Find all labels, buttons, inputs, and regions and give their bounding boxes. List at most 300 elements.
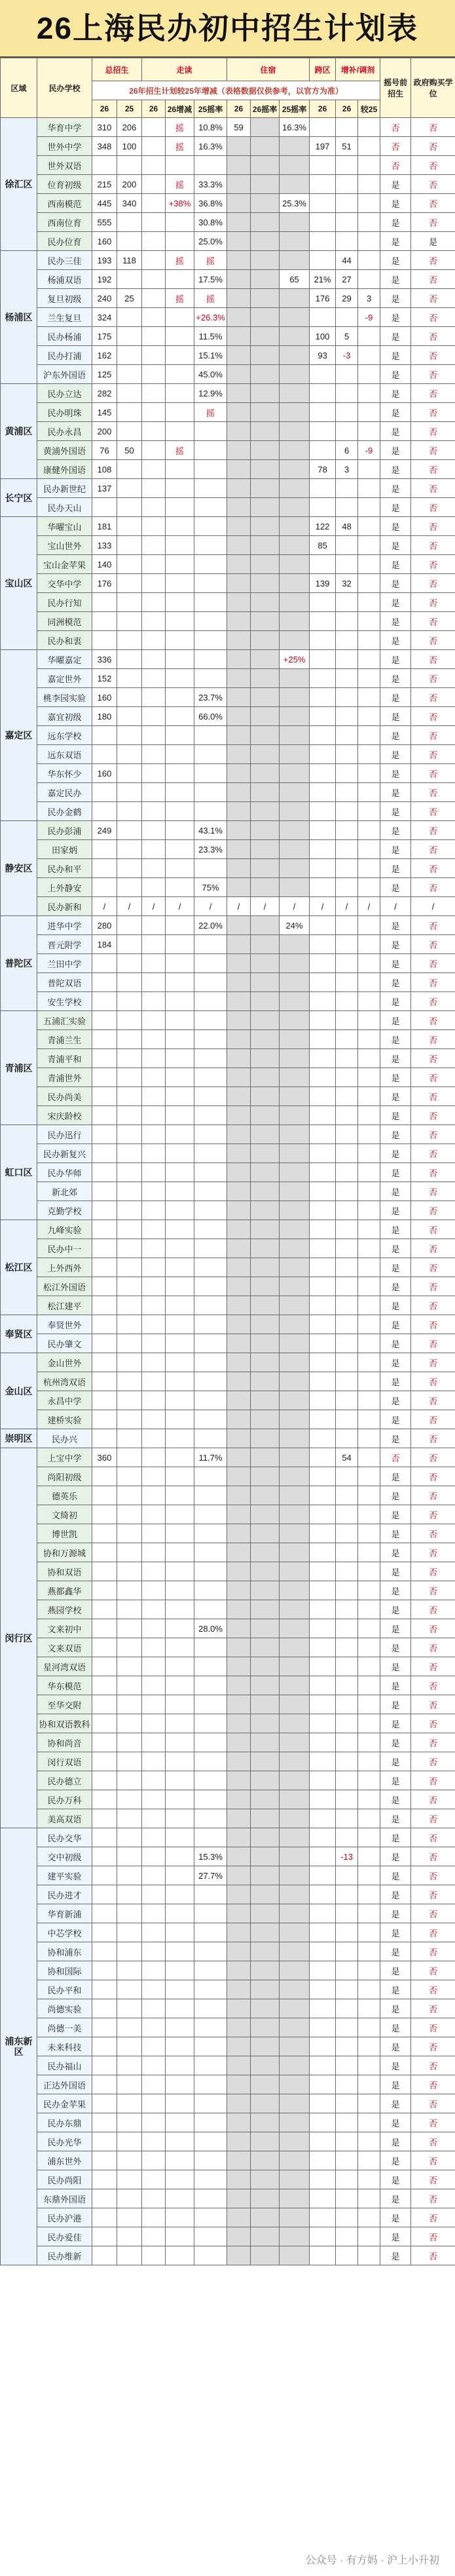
cell-cr: [310, 802, 336, 821]
cell-f: 是: [380, 308, 411, 327]
cell-bz: [227, 1239, 251, 1258]
cell-dz: [142, 1923, 166, 1942]
school-name: 民办福山: [37, 2056, 92, 2075]
cell-g: 否: [411, 1942, 455, 1961]
header-school: 民办学校: [37, 58, 92, 118]
cell-cr: [310, 1714, 336, 1733]
school-name: 九峰实验: [37, 1220, 92, 1239]
cell-cr: [310, 194, 336, 213]
cell-dr: [194, 2094, 227, 2113]
cell-cr: [310, 1353, 336, 1372]
cell-bb: [280, 1144, 310, 1163]
school-name: 松江外国语: [37, 1277, 92, 1296]
cell-g: 否: [411, 2094, 455, 2113]
cell-e25: [358, 403, 380, 422]
cell-dc: [166, 1201, 194, 1220]
cell-e26: [336, 1068, 358, 1087]
cell-t25: [117, 1714, 142, 1733]
cell-br: [251, 1600, 280, 1619]
cell-bb: [280, 1752, 310, 1771]
cell-g: 否: [411, 783, 455, 802]
cell-cr: [310, 1163, 336, 1182]
cell-dc: [166, 840, 194, 859]
cell-bz: [227, 802, 251, 821]
cell-dc: [166, 669, 194, 688]
cell-f: 是: [380, 2151, 411, 2170]
cell-bz: [227, 2075, 251, 2094]
header-extra: 增补/调剂: [336, 58, 380, 81]
cell-bb: [280, 1429, 310, 1448]
cell-br: [251, 631, 280, 650]
cell-f: 是: [380, 1961, 411, 1980]
cell-e26: [336, 2170, 358, 2189]
cell-t25: [117, 593, 142, 612]
cell-dr: [194, 1771, 227, 1790]
cell-cr: [310, 1030, 336, 1049]
cell-cr: [310, 783, 336, 802]
cell-dz: [142, 1163, 166, 1182]
cell-t26: [92, 726, 117, 745]
cell-dr: [194, 973, 227, 992]
cell-t26: [92, 2227, 117, 2246]
cell-br: [251, 213, 280, 232]
table-row: [1, 232, 455, 251]
cell-bz: [227, 1961, 251, 1980]
cell-bb: [280, 1733, 310, 1752]
cell-g: 否: [411, 1163, 455, 1182]
school-name: 宋庆龄校: [37, 1106, 92, 1125]
cell-cr: [310, 1543, 336, 1562]
cell-g: 否: [411, 156, 455, 175]
table-row: [1, 992, 455, 1011]
cell-bb: [280, 1714, 310, 1733]
cell-br: [251, 232, 280, 251]
cell-e25: [358, 1144, 380, 1163]
district-cell: 黄浦区: [1, 384, 37, 479]
cell-e25: [358, 1448, 380, 1467]
cell-bb: [280, 1106, 310, 1125]
cell-dc: [166, 517, 194, 536]
cell-bz: [227, 1106, 251, 1125]
cell-g: 否: [411, 1790, 455, 1809]
cell-e26: [336, 1581, 358, 1600]
cell-dz: [142, 2094, 166, 2113]
school-name: 世外双语: [37, 156, 92, 175]
cell-dr: [194, 1372, 227, 1391]
cell-cr: 176: [310, 289, 336, 308]
cell-t26: [92, 2056, 117, 2075]
cell-br: [251, 1030, 280, 1049]
table-row: [1, 1866, 455, 1885]
school-name: 文来双语: [37, 1638, 92, 1657]
cell-t26: 176: [92, 574, 117, 593]
cell-e26: -13: [336, 1847, 358, 1866]
cell-e25: [358, 1771, 380, 1790]
cell-g: 否: [411, 1771, 455, 1790]
school-name: 嘉定民办: [37, 783, 92, 802]
cell-g: 否: [411, 650, 455, 669]
school-name: 东鼎外国语: [37, 2189, 92, 2208]
cell-bz: [227, 783, 251, 802]
cell-dc: [166, 1638, 194, 1657]
cell-f: 是: [380, 612, 411, 631]
cell-bz: [227, 2227, 251, 2246]
cell-br: [251, 270, 280, 289]
cell-bz: [227, 1125, 251, 1144]
cell-bz: [227, 1733, 251, 1752]
cell-dz: [142, 1695, 166, 1714]
cell-bb: [280, 1239, 310, 1258]
cell-dr: [194, 574, 227, 593]
cell-f: 是: [380, 555, 411, 574]
cell-bb: [280, 2151, 310, 2170]
cell-dr: [194, 1942, 227, 1961]
cell-dr: 23.3%: [194, 840, 227, 859]
cell-t26: [92, 783, 117, 802]
cell-e25: [358, 213, 380, 232]
cell-t26: [92, 1391, 117, 1410]
cell-f: 是: [380, 289, 411, 308]
cell-g: 否: [411, 1961, 455, 1980]
school-name: 上外西外: [37, 1258, 92, 1277]
cell-cr: [310, 1486, 336, 1505]
cell-bz: [227, 232, 251, 251]
cell-bb: [280, 1486, 310, 1505]
cell-t25: /: [117, 897, 142, 916]
cell-dr: 15.1%: [194, 346, 227, 365]
cell-f: 是: [380, 175, 411, 194]
school-name: 杨浦双语: [37, 270, 92, 289]
cell-f: 是: [380, 2075, 411, 2094]
cell-br: [251, 1866, 280, 1885]
cell-e25: [358, 1087, 380, 1106]
cell-br: [251, 973, 280, 992]
cell-f: 是: [380, 2208, 411, 2227]
cell-dz: [142, 1201, 166, 1220]
header-total: 总招生: [92, 58, 142, 81]
cell-t25: [117, 764, 142, 783]
cell-bb: [280, 1885, 310, 1904]
cell-t25: [117, 1258, 142, 1277]
cell-br: [251, 1049, 280, 1068]
cell-dc: /: [166, 897, 194, 916]
cell-t25: [117, 365, 142, 384]
cell-e26: 51: [336, 137, 358, 156]
cell-br: [251, 1904, 280, 1923]
cell-bb: [280, 555, 310, 574]
cell-f: 是: [380, 460, 411, 479]
cell-e25: [358, 137, 380, 156]
cell-dc: [166, 232, 194, 251]
cell-e25: [358, 802, 380, 821]
cell-dc: [166, 745, 194, 764]
cell-dz: [142, 1524, 166, 1543]
cell-g: 否: [411, 2113, 455, 2132]
school-name: 民办迅行: [37, 1125, 92, 1144]
cell-dr: [194, 1258, 227, 1277]
cell-e25: [358, 1030, 380, 1049]
cell-dz: [142, 2037, 166, 2056]
school-name: 民办进才: [37, 1885, 92, 1904]
sub-total-26: 26: [92, 100, 117, 118]
cell-dr: [194, 1733, 227, 1752]
cell-g: 否: [411, 2018, 455, 2037]
school-name: 燕园学校: [37, 1600, 92, 1619]
cell-e25: [358, 1790, 380, 1809]
school-name: 协和双语教科: [37, 1714, 92, 1733]
cell-t25: [117, 726, 142, 745]
cell-bz: [227, 175, 251, 194]
cell-f: 是: [380, 1144, 411, 1163]
cell-g: 否: [411, 2246, 455, 2265]
cell-e26: [336, 1562, 358, 1581]
cell-br: [251, 840, 280, 859]
cell-f: 是: [380, 973, 411, 992]
cell-e25: [358, 688, 380, 707]
cell-br: [251, 726, 280, 745]
cell-br: [251, 289, 280, 308]
cell-br: [251, 669, 280, 688]
cell-dr: 11.5%: [194, 327, 227, 346]
cell-t25: [117, 1106, 142, 1125]
cell-cr: [310, 1980, 336, 1999]
cell-t25: [117, 973, 142, 992]
cell-dz: [142, 669, 166, 688]
cell-dz: [142, 232, 166, 251]
cell-g: 否: [411, 2170, 455, 2189]
cell-t25: [117, 327, 142, 346]
cell-t26: [92, 498, 117, 517]
cell-dz: [142, 2075, 166, 2094]
table-row: [1, 916, 455, 935]
cell-dc: [166, 1923, 194, 1942]
cell-dz: [142, 1752, 166, 1771]
cell-dr: 30.8%: [194, 213, 227, 232]
cell-e25: [358, 859, 380, 878]
cell-dz: [142, 992, 166, 1011]
cell-e25: [358, 1106, 380, 1125]
cell-dr: [194, 1695, 227, 1714]
cell-br: [251, 555, 280, 574]
cell-cr: [310, 688, 336, 707]
sub-extra-26: 26: [336, 100, 358, 118]
cell-dz: [142, 2170, 166, 2189]
cell-bb: [280, 327, 310, 346]
cell-f: /: [380, 897, 411, 916]
cell-dz: [142, 2151, 166, 2170]
table-row: [1, 1467, 455, 1486]
cell-bz: [227, 1885, 251, 1904]
cell-t26: [92, 1999, 117, 2018]
cell-t25: [117, 346, 142, 365]
cell-t25: [117, 1885, 142, 1904]
cell-e26: [336, 1790, 358, 1809]
cell-dz: [142, 1106, 166, 1125]
cell-e25: [358, 555, 380, 574]
cell-bb: [280, 441, 310, 460]
cell-bz: [227, 1562, 251, 1581]
cell-br: [251, 384, 280, 403]
cell-g: 否: [411, 327, 455, 346]
cell-cr: [310, 1448, 336, 1467]
cell-dc: [166, 1277, 194, 1296]
school-name: 民办明珠: [37, 403, 92, 422]
cell-t25: [117, 669, 142, 688]
school-name: 晋元附学: [37, 935, 92, 954]
cell-dz: [142, 1600, 166, 1619]
cell-cr: [310, 403, 336, 422]
school-name: 金山世外: [37, 1353, 92, 1372]
cell-dz: [142, 308, 166, 327]
cell-g: 否: [411, 1486, 455, 1505]
cell-e25: [358, 2189, 380, 2208]
cell-e26: [336, 1429, 358, 1448]
cell-bz: [227, 2132, 251, 2151]
cell-bz: [227, 707, 251, 726]
cell-dc: [166, 688, 194, 707]
cell-g: 否: [411, 1296, 455, 1315]
cell-bz: [227, 156, 251, 175]
cell-e26: [336, 1676, 358, 1695]
cell-e25: [358, 2056, 380, 2075]
cell-cr: /: [310, 897, 336, 916]
cell-f: 是: [380, 327, 411, 346]
cell-t26: [92, 2094, 117, 2113]
cell-dz: [142, 555, 166, 574]
cell-f: 否: [380, 1448, 411, 1467]
cell-dr: [194, 764, 227, 783]
table-row: [1, 1296, 455, 1315]
cell-dc: [166, 2094, 194, 2113]
cell-cr: [310, 2037, 336, 2056]
cell-t25: [117, 460, 142, 479]
cell-e26: [336, 878, 358, 897]
cell-t26: [92, 1429, 117, 1448]
cell-dz: [142, 365, 166, 384]
cell-g: 否: [411, 1505, 455, 1524]
table-row: [1, 1695, 455, 1714]
cell-t25: [117, 1296, 142, 1315]
sub-dist-26: 26: [142, 100, 166, 118]
cell-e26: [336, 745, 358, 764]
cell-br: [251, 1296, 280, 1315]
cell-g: 否: [411, 707, 455, 726]
cell-bb: [280, 669, 310, 688]
cell-cr: [310, 1182, 336, 1201]
cell-dr: 28.0%: [194, 1619, 227, 1638]
cell-dc: [166, 916, 194, 935]
cell-bb: [280, 1030, 310, 1049]
cell-t26: 137: [92, 479, 117, 498]
school-name: 民办新世纪: [37, 479, 92, 498]
cell-f: 是: [380, 498, 411, 517]
cell-dz: [142, 1733, 166, 1752]
cell-bz: [227, 1163, 251, 1182]
cell-br: [251, 1999, 280, 2018]
cell-dc: [166, 1562, 194, 1581]
cell-dz: [142, 327, 166, 346]
cell-cr: [310, 2246, 336, 2265]
cell-br: [251, 1942, 280, 1961]
cell-t25: [117, 1277, 142, 1296]
cell-t26: 200: [92, 422, 117, 441]
cell-br: [251, 1144, 280, 1163]
cell-e25: [358, 745, 380, 764]
cell-bz: [227, 270, 251, 289]
cell-cr: [310, 1258, 336, 1277]
cell-br: [251, 2075, 280, 2094]
cell-dr: [194, 1201, 227, 1220]
cell-f: 是: [380, 1847, 411, 1866]
cell-t25: [117, 1942, 142, 1961]
cell-t25: [117, 2075, 142, 2094]
table-row: [1, 422, 455, 441]
cell-br: [251, 194, 280, 213]
cell-g: 否: [411, 1315, 455, 1334]
cell-cr: [310, 840, 336, 859]
cell-dr: [194, 2170, 227, 2189]
cell-g: 否: [411, 1011, 455, 1030]
cell-dc: [166, 631, 194, 650]
cell-bb: [280, 1049, 310, 1068]
cell-f: 是: [380, 1543, 411, 1562]
cell-f: 是: [380, 251, 411, 270]
cell-e26: [336, 1182, 358, 1201]
cell-dz: [142, 270, 166, 289]
table-row: [1, 1315, 455, 1334]
school-name: 进华中学: [37, 916, 92, 935]
table-row: [1, 1828, 455, 1847]
cell-dz: [142, 821, 166, 840]
cell-bb: 65: [280, 270, 310, 289]
cell-g: 否: [411, 2075, 455, 2094]
cell-cr: [310, 1106, 336, 1125]
table-row: [1, 954, 455, 973]
cell-f: 是: [380, 2132, 411, 2151]
school-name: 兰田中学: [37, 954, 92, 973]
cell-br: [251, 1315, 280, 1334]
cell-bz: [227, 498, 251, 517]
cell-bz: [227, 555, 251, 574]
cell-br: [251, 1163, 280, 1182]
cell-g: 否: [411, 479, 455, 498]
cell-dr: [194, 2227, 227, 2246]
school-name: 至华交附: [37, 1695, 92, 1714]
cell-e26: [336, 1410, 358, 1429]
cell-g: 否: [411, 536, 455, 555]
cell-br: [251, 2056, 280, 2075]
cell-bz: [227, 1980, 251, 1999]
cell-g: 否: [411, 346, 455, 365]
school-name: 华曜宝山: [37, 517, 92, 536]
cell-g: 否: [411, 251, 455, 270]
school-name: 建桥实验: [37, 1410, 92, 1429]
cell-br: [251, 1505, 280, 1524]
cell-t25: [117, 422, 142, 441]
table-row: [1, 1752, 455, 1771]
cell-t25: [117, 1391, 142, 1410]
cell-bb: [280, 1011, 310, 1030]
cell-dr: [194, 2075, 227, 2094]
cell-cr: [310, 1524, 336, 1543]
cell-br: [251, 1562, 280, 1581]
cell-bz: [227, 1695, 251, 1714]
cell-bz: [227, 612, 251, 631]
cell-e26: 32: [336, 574, 358, 593]
cell-f: 是: [380, 2094, 411, 2113]
cell-f: 是: [380, 1410, 411, 1429]
cell-f: 是: [380, 878, 411, 897]
